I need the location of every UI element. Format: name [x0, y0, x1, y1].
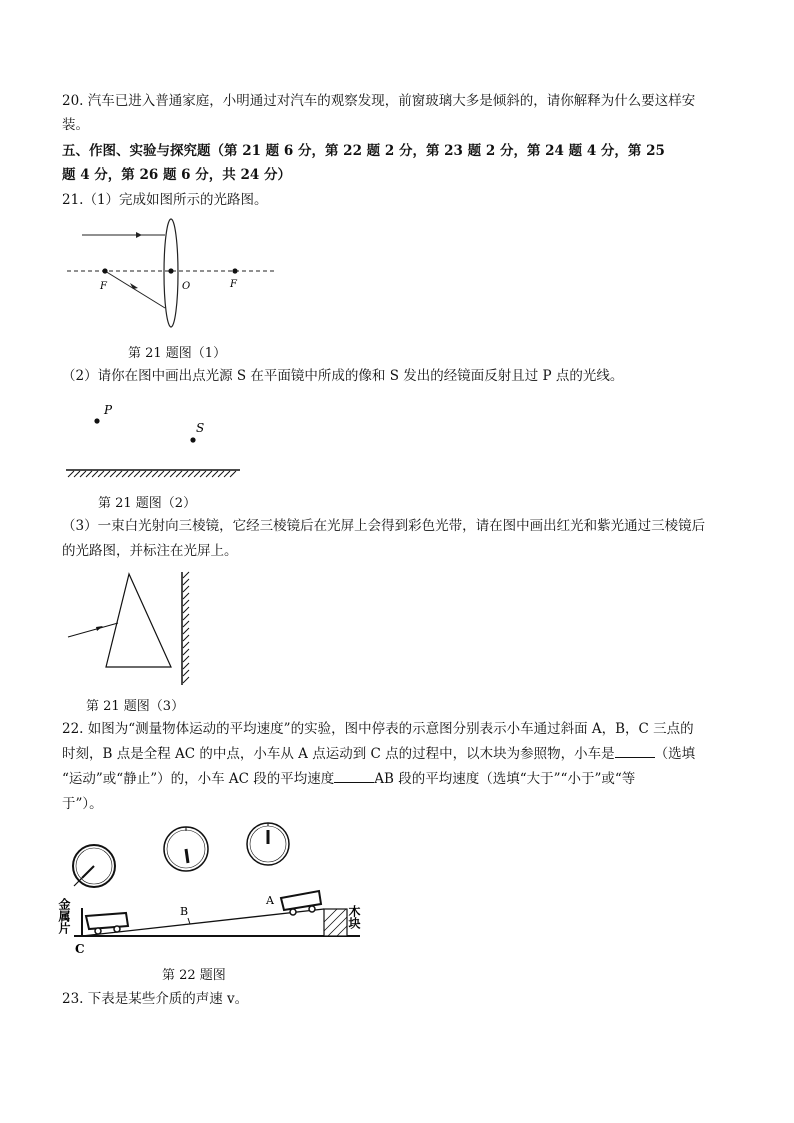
- q22-line3: [62, 770, 635, 788]
- midpoint-b-tick: [188, 918, 190, 924]
- q22-line4: 于”）。: [62, 796, 103, 812]
- label-wooden-block: 木块: [347, 905, 361, 929]
- white-light-ray: [68, 623, 118, 637]
- q22-line2-text: 时刻，B 点是全程 AC 的中点，小车从 A 点运动到 C 点的过程中，以木块为参照物，小车是: [62, 746, 615, 762]
- screen-hatching: [183, 572, 189, 683]
- lens-diagram: [62, 215, 282, 330]
- q21-part3-line1: （3）一束白光射向三棱镜，它经三棱镜后在光屏上会得到彩色光带，请在图中画出红光和紫光通过三棱镜后: [62, 518, 706, 534]
- point-s-label: S: [196, 421, 205, 435]
- focus-right-label: F: [230, 279, 237, 290]
- center-label: O: [182, 281, 191, 292]
- q23-line1: 23. 下表是某些介质的声速 v。: [62, 991, 249, 1007]
- label-c: C: [75, 942, 85, 956]
- cart-icon: [86, 913, 128, 934]
- stopwatch-icon: [73, 845, 115, 887]
- q20-line1: 20. 汽车已进入普通家庭，小明通过对汽车的观察发现，前窗玻璃大多是倾斜的，请你解释为什么要这样安: [62, 93, 696, 109]
- label-b: B: [180, 905, 189, 918]
- q22-line3-text: “运动”或“静止”）的，小车 AC 段的平均速度: [62, 771, 335, 787]
- arrow-icon: [130, 283, 138, 289]
- q21-part3-line2: 的光路图，并标注在光屏上。: [62, 543, 238, 559]
- triangular-prism: [106, 574, 171, 667]
- stopwatch-icon: [164, 827, 208, 871]
- center-dot: [168, 268, 173, 273]
- point-p-label: P: [104, 403, 113, 417]
- label-a: A: [266, 894, 274, 907]
- q21-part1: 21.（1）完成如图所示的光路图。: [62, 192, 268, 208]
- figure-caption: 第 22 题图: [162, 968, 226, 983]
- q22-line3-tail: AB 段的平均速度（选填“大于”“小于”或“等: [374, 771, 636, 787]
- arrow-icon: [136, 232, 142, 238]
- point-p-dot: [94, 418, 99, 423]
- q22-line2: [62, 745, 695, 763]
- stopwatch-icon: [247, 823, 289, 865]
- focus-left-dot: [102, 268, 107, 273]
- incline-experiment-diagram: [57, 818, 372, 958]
- prism-diagram: [62, 570, 197, 690]
- label-metal-plate: 金属片: [57, 898, 71, 934]
- mirror-diagram: [62, 395, 247, 485]
- figure-caption: 第 21 题图（3）: [86, 699, 185, 714]
- figure-caption: 第 21 题图（2）: [98, 496, 197, 511]
- q22-line1: 22. 如图为“测量物体运动的平均速度”的实验，图中停表的示意图分别表示小车通过斜面 A，B，C 三点的: [62, 721, 694, 737]
- point-s-dot: [190, 437, 195, 442]
- incident-ray-focus: [105, 271, 165, 308]
- q20-line2: 装。: [62, 117, 89, 133]
- focus-right-dot: [232, 268, 237, 273]
- wooden-block: [324, 909, 347, 936]
- arrow-icon: [96, 626, 103, 631]
- section-heading-line1: 五、作图、实验与探究题（第 21 题 6 分，第 22 题 2 分，第 23 题 2 分，第 24 题 4 分，第 25: [62, 143, 665, 159]
- mirror-hatching: [68, 471, 236, 477]
- answer-blank[interactable]: [334, 770, 374, 783]
- q22-line2-tail: （选填: [654, 746, 696, 762]
- answer-blank[interactable]: [615, 745, 655, 758]
- section-heading-line2: 题 4 分，第 26 题 6 分，共 24 分）: [62, 167, 291, 183]
- focus-left-label: F: [100, 281, 107, 292]
- figure-caption: 第 21 题图（1）: [128, 346, 227, 361]
- q21-part2: （2）请你在图中画出点光源 S 在平面镜中所成的像和 S 发出的经镜面反射且过 P 点的光线。: [62, 368, 624, 384]
